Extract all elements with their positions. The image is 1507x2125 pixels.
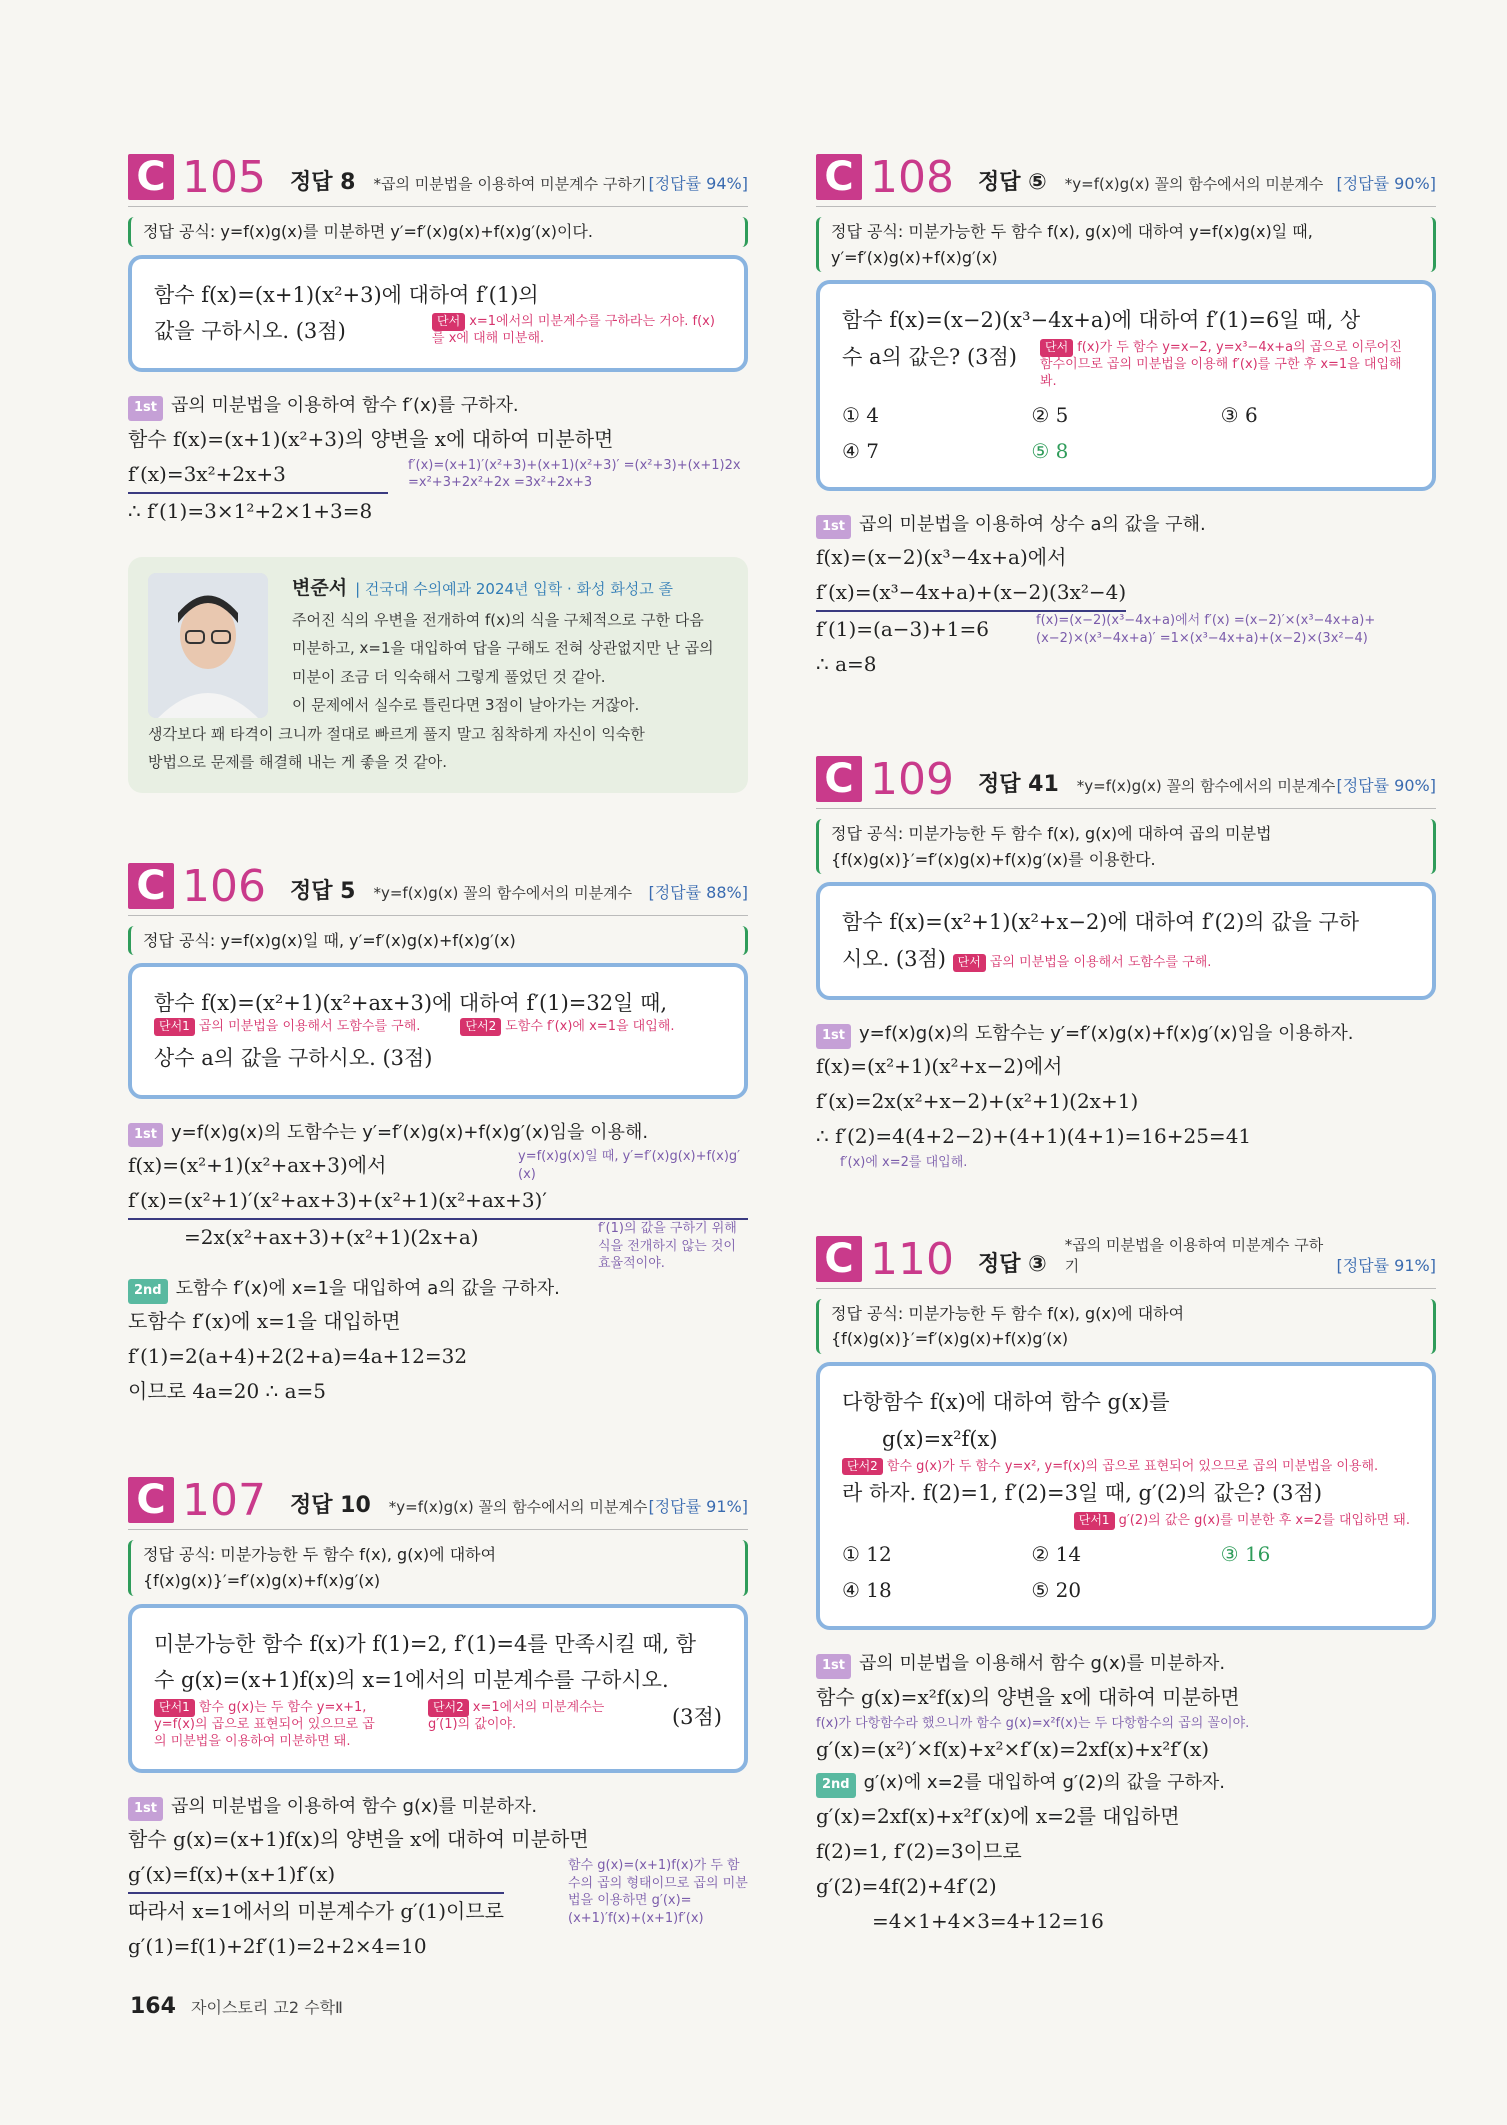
level-badge: C [128,863,174,909]
hint-tag: 단서1 [154,1018,195,1036]
formula-line: 정답 공식: 미분가능한 두 함수 f(x), g(x)에 대하여 [143,1545,497,1565]
answer-formula [816,1299,1436,1354]
side-note: y=f(x)g(x)일 때, y′=f′(x)g(x)+f(x)g′(x) [518,1149,741,1182]
question-box [816,280,1436,490]
step-title: 곱의 미분법을 이용해서 함수 g(x)를 미분하자. [859,1653,1226,1675]
step-label: 1st [816,515,851,540]
solution-line: 이므로 4a=20 ∴ a=5 [128,1379,327,1404]
solution-line: g′(x)=f(x)+(x+1)f′(x) [128,1857,504,1894]
answer: 정답 5 [289,878,356,904]
level-badge: C [128,154,174,200]
problem-header [816,742,1436,809]
level-badge: C [816,1236,862,1282]
solution-line: ∴ a=8 [816,652,877,677]
right-column [816,140,1436,1939]
solution-line: 함수 f(x)=(x+1)(x²+3)의 양변을 x에 대하여 미분하면 [128,426,614,451]
solution-line: =4×1+4×3=4+12=16 [872,1908,1104,1933]
step-label: 1st [128,1123,163,1148]
solution-line: f′(1)=(a−3)+1=6 [816,617,990,642]
student-school: | 건국대 수의예과 2024년 입학 · 화성 화성고 졸 [355,579,674,598]
step-title: g′(x)에 x=2를 대입하여 g′(2)의 값을 구하자. [863,1772,1226,1794]
question-line: 시오. (3점) [842,947,946,972]
correct-rate: [정답률 91%] [648,1497,748,1517]
choice[interactable]: ① 12 [842,1542,892,1567]
choice[interactable]: ② 14 [1031,1542,1082,1567]
answer: 정답 41 [977,772,1059,798]
question-line: 함수 f(x)=(x²+1)(x²+x−2)에 대하여 f′(2)의 값을 구하 [842,910,1360,935]
question-line: 함수 f(x)=(x−2)(x³−4x+a)에 대하여 f′(1)=6일 때, 상 [842,308,1361,333]
problem-106 [128,849,748,1410]
hint-tag: 단서 [432,313,465,331]
problem-number: 106 [182,860,266,912]
hint-tag: 단서2 [842,1458,883,1476]
solution-line: f′(x)=3x²+2x+3 [128,457,388,494]
solution-line: g′(x)=(x²)′×f(x)+x²×f′(x)=2xf(x)+x²f′(x) [816,1737,1210,1762]
solution-line: 함수 g(x)=x²f(x)의 양변을 x에 대하여 미분하면 [816,1684,1240,1709]
answer: 정답 8 [289,170,356,195]
answer-formula [128,1540,748,1595]
solution-line: f(x)=(x−2)(x³−4x+a)에서 [816,545,1067,570]
answer-formula: 정답 공식: y=f(x)g(x)일 때, y′=f′(x)g(x)+f(x)g′(x) [128,926,748,956]
answer-formula: 정답 공식: y=f(x)g(x)를 미분하면 y′=f′(x)g(x)+f(x)g′(x)이다. [128,217,748,247]
side-note: 함수 g(x)=(x+1)f(x)가 두 함수의 곱의 형태이므로 곱의 미분법을 이용하면 g′(x)=(x+1)′f(x)+(x+1)f′(x) [568,1858,748,1926]
question-line: 함수 f(x)=(x+1)(x²+3)에 대하여 f′(1)의 [154,282,539,307]
question-line: g(x)=x²f(x) [882,1426,998,1451]
problem-number: 105 [182,152,266,203]
answer-choices [842,1536,1410,1608]
left-column [128,140,748,1964]
topic: *y=f(x)g(x) 꼴의 함수에서의 미분계수 [388,1498,648,1517]
answer-formula [816,819,1436,874]
answer: 정답 ⑤ [977,170,1047,195]
solution-line: =2x(x²+ax+3)+(x²+1)(2x+a) [184,1225,479,1250]
interview-line: 이 문제에서 실수로 틀린다면 3점이 날아가는 거잖아. [292,696,640,715]
step-label: 2nd [128,1279,168,1304]
choice-correct[interactable]: ③ 16 [1220,1542,1271,1567]
side-note: f′(1)의 값을 구하기 위해 식을 전개하지 않는 것이 효율적이야. [598,1221,737,1272]
hint-text: 곱의 미분법을 이용해서 도함수를 구해. [198,1018,421,1034]
problem-header [128,1463,748,1530]
side-note: f(x)가 다항함수라 했으니까 함수 g(x)=x²f(x)는 두 다항함수의 곱의 꼴이야. [816,1715,1250,1731]
interview-line: 미분이 조금 더 익숙해서 그렇게 풀었던 것 같아. [292,667,606,686]
solution-line: ∴ f′(1)=3×1²+2×1+3=8 [128,498,373,523]
question-box [128,1604,748,1773]
choice[interactable]: ③ 6 [1220,402,1258,427]
problem-number: 107 [182,1475,266,1527]
side-note: f′(x)에 x=2를 대입해. [840,1155,968,1171]
solution-line: f′(x)=2x(x²+x−2)+(x²+1)(2x+1) [816,1089,1139,1114]
correct-rate: [정답률 90%] [1336,776,1436,796]
problem-107 [128,1463,748,1964]
solution-line: f(x)=(x²+1)(x²+ax+3)에서 [128,1153,387,1178]
problem-110 [816,1222,1436,1939]
choice[interactable]: ④ 7 [842,438,880,463]
topic: *y=f(x)g(x) 꼴의 함수에서의 미분계수 [1064,175,1324,193]
step-label: 1st [816,1654,851,1679]
page-footer [130,1994,343,2019]
student-name: 변준서 [292,576,348,599]
topic: *곱의 미분법을 이용하여 미분계수 구하기 [1064,1235,1324,1275]
solution-line: ∴ f′(2)=4(4+2−2)+(4+1)(4+1)=16+25=41 [816,1124,1252,1149]
question-line: 수 a의 값은? (3점) [842,344,1017,369]
question-line: 상수 a의 값을 구하시오. (3점) [154,1045,433,1070]
hint-tag: 단서 [953,954,986,972]
choice[interactable]: ② 5 [1031,402,1069,427]
solution [816,509,1436,683]
solution [128,390,748,529]
problem-header [128,849,748,916]
solution-line: 도함수 f′(x)에 x=1을 대입하면 [128,1309,401,1334]
student-interview [128,557,748,793]
hint-tag: 단서1 [154,1699,195,1717]
formula-line: 정답 공식: 미분가능한 두 함수 f(x), g(x)에 대하여 y=f(x)g(x)일 때, [831,222,1313,241]
hint-tag: 단서2 [428,1699,469,1717]
step-title: y=f(x)g(x)의 도함수는 y′=f′(x)g(x)+f(x)g′(x)임을 이용하자. [859,1022,1354,1044]
solution-line: 따라서 x=1에서의 미분계수가 g′(1)이므로 [128,1899,504,1924]
problem-header [816,140,1436,207]
hint-tag: 단서2 [460,1018,501,1036]
step-label: 1st [128,1797,163,1822]
solution [816,1018,1436,1172]
problem-109 [816,742,1436,1172]
step-label: 1st [816,1024,851,1049]
page-number: 164 [130,1994,176,2019]
problem-header [816,1222,1436,1289]
side-note: f′(x)=(x+1)′(x²+3)+(x+1)(x²+3)′ =(x²+3)+(x+1)2x =x²+3+2x²+2x =3x²+2x+3 [408,457,741,491]
student-photo [148,573,268,718]
solution-line: g′(x)=2xf(x)+x²f′(x)에 x=2를 대입하면 [816,1803,1180,1828]
solution [128,1791,748,1965]
solution-line: f′(1)=2(a+4)+2(2+a)=4a+12=32 [128,1344,468,1369]
question-box [128,255,748,373]
hint-text: 도함수 f′(x)에 x=1을 대입해. [505,1018,675,1034]
step-title: 곱의 미분법을 이용하여 함수 f′(x)를 구하자. [171,395,519,417]
answer-formula [816,217,1436,272]
choice[interactable]: ⑤ 20 [1031,1578,1082,1603]
level-badge: C [816,756,862,802]
interview-line: 생각보다 꽤 타격이 크니까 절대로 빠르게 풀지 말고 침착하게 자신이 익숙한 [148,724,645,743]
correct-rate: [정답률 88%] [648,882,748,902]
interview-line: 미분하고, x=1을 대입하여 답을 구해도 전혀 상관없지만 난 곱의 [292,639,714,658]
formula-line: 정답 공식: 미분가능한 두 함수 f(x), g(x)에 대하여 곱의 미분법 [831,824,1272,844]
step-title: 곱의 미분법을 이용하여 함수 g(x)를 미분하자. [171,1795,538,1817]
question-line: 함수 f(x)=(x²+1)(x²+ax+3)에 대하여 f′(1)=32일 때, [154,991,668,1016]
correct-rate: [정답률 90%] [1336,174,1436,193]
solution [816,1648,1436,1939]
hint-text: x=1에서의 미분계수를 구하라는 거야. f(x)를 x에 대해 미분해. [432,314,715,347]
step-label: 1st [128,396,163,421]
question-line: (3점) [671,1705,722,1729]
problem-108 [816,140,1436,682]
hint-tag: 단서 [1040,339,1073,357]
solution-line: f(2)=1, f′(2)=3이므로 [816,1838,1022,1863]
step-title: y=f(x)g(x)의 도함수는 y′=f′(x)g(x)+f(x)g′(x)임을 이용해. [171,1121,649,1143]
step-label: 2nd [816,1773,856,1798]
question-box [816,882,1436,1000]
question-line: 수 g(x)=(x+1)f(x)의 x=1에서의 미분계수를 구하시오. [154,1668,669,1693]
choice-correct[interactable]: ⑤ 8 [1031,438,1069,463]
level-badge: C [128,1477,174,1523]
step-title: 도함수 f′(x)에 x=1을 대입하여 a의 값을 구하자. [175,1277,560,1299]
question-box [128,963,748,1098]
solution-line: g′(2)=4f(2)+4f′(2) [816,1873,997,1898]
book-title: 자이스토리 고2 수학Ⅱ [191,1998,343,2017]
solution-line: g′(1)=f(1)+2f′(1)=2+2×4=10 [128,1934,427,1959]
topic: *y=f(x)g(x) 꼴의 함수에서의 미분계수 [373,883,633,902]
problem-header [128,140,748,207]
solution-line: f′(x)=(x²+1)′(x²+ax+3)+(x²+1)(x²+ax+3)′ [128,1183,748,1220]
topic: *y=f(x)g(x) 꼴의 함수에서의 미분계수 [1076,777,1336,796]
topic: *곱의 미분법을 이용하여 미분계수 구하기 [373,175,647,193]
question-line: 라 하자. f(2)=1, f′(2)=3일 때, g′(2)의 값은? (3점) [842,1481,1323,1506]
answer: 정답 ③ [977,1251,1047,1277]
hint-tag: 단서1 [1074,1512,1115,1530]
problem-number: 108 [870,152,954,203]
interview-line: 방법으로 문제를 해결해 내는 게 좋을 것 같아. [148,753,447,772]
hint-text: x=1에서의 미분계수는 g′(1)의 값이야. [427,1700,605,1732]
question-box [816,1362,1436,1630]
formula-line: y′=f′(x)g(x)+f(x)g′(x) [831,247,998,267]
hint-text: f(x)가 두 함수 y=x−2, y=x³−4x+a의 곱으로 이루어진 함수이므로 곱의 미분법을 이용해 f′(x)를 구한 후 x=1을 대입해 봐. [1040,339,1402,389]
solution [128,1117,748,1410]
answer-choices [842,397,1410,469]
formula-line: 정답 공식: 미분가능한 두 함수 f(x), g(x)에 대하여 [831,1303,1185,1323]
hint-text: 곱의 미분법을 이용해서 도함수를 구해. [989,955,1212,971]
answer: 정답 10 [289,1493,371,1519]
step-title: 곱의 미분법을 이용하여 상수 a의 값을 구해. [859,513,1206,535]
question-line: 값을 구하시오. (3점) [154,319,346,344]
level-badge: C [816,154,862,200]
hint-text: 함수 g(x)가 두 함수 y=x², y=f(x)의 곱으로 표현되어 있으므로 곱의 미분법을 이용해. [886,1458,1379,1474]
hint-text: 함수 g(x)는 두 함수 y=x+1, y=f(x)의 곱으로 표현되어 있으므로 곱의 미분법을 이용하여 미분하면 돼. [154,1700,375,1749]
choice[interactable]: ④ 18 [842,1578,892,1603]
question-line: 미분가능한 함수 f(x)가 f(1)=2, f′(1)=4를 만족시킬 때, 함 [154,1631,697,1656]
formula-line: {f(x)g(x)}′=f′(x)g(x)+f(x)g′(x) [143,1570,381,1590]
formula-line: {f(x)g(x)}′=f′(x)g(x)+f(x)g′(x) [831,1329,1069,1349]
formula-line: {f(x)g(x)}′=f′(x)g(x)+f(x)g′(x)를 이용한다. [831,849,1156,869]
correct-rate: [정답률 94%] [648,174,748,193]
side-note: f(x)=(x−2)(x³−4x+a)에서 f′(x) =(x−2)′×(x³−4x+a)+(x−2)×(x³−4x+a)′ =1×(x³−4x+a)+(x−2)×(3x²−4) [1036,613,1376,646]
problem-number: 110 [870,1233,954,1285]
interview-line: 주어진 식의 우변을 전개하여 f(x)의 식을 구체적으로 구한 다음 [292,610,704,629]
person-icon [148,573,268,718]
correct-rate: [정답률 91%] [1336,1255,1436,1275]
choice[interactable]: ① 4 [842,402,880,427]
solution-line: 함수 g(x)=(x+1)f(x)의 양변을 x에 대하여 미분하면 [128,1827,589,1852]
solution-line: f′(x)=(x³−4x+a)+(x−2)(3x²−4) [816,575,1126,612]
question-line: 다항함수 f(x)에 대하여 함수 g(x)를 [842,1390,1170,1415]
problem-number: 109 [870,754,954,806]
hint-text: g′(2)의 값은 g(x)를 미분한 후 x=2를 대입하면 돼. [1118,1513,1410,1529]
solution-line: f(x)=(x²+1)(x²+x−2)에서 [816,1054,1063,1079]
problem-105 [128,140,748,529]
